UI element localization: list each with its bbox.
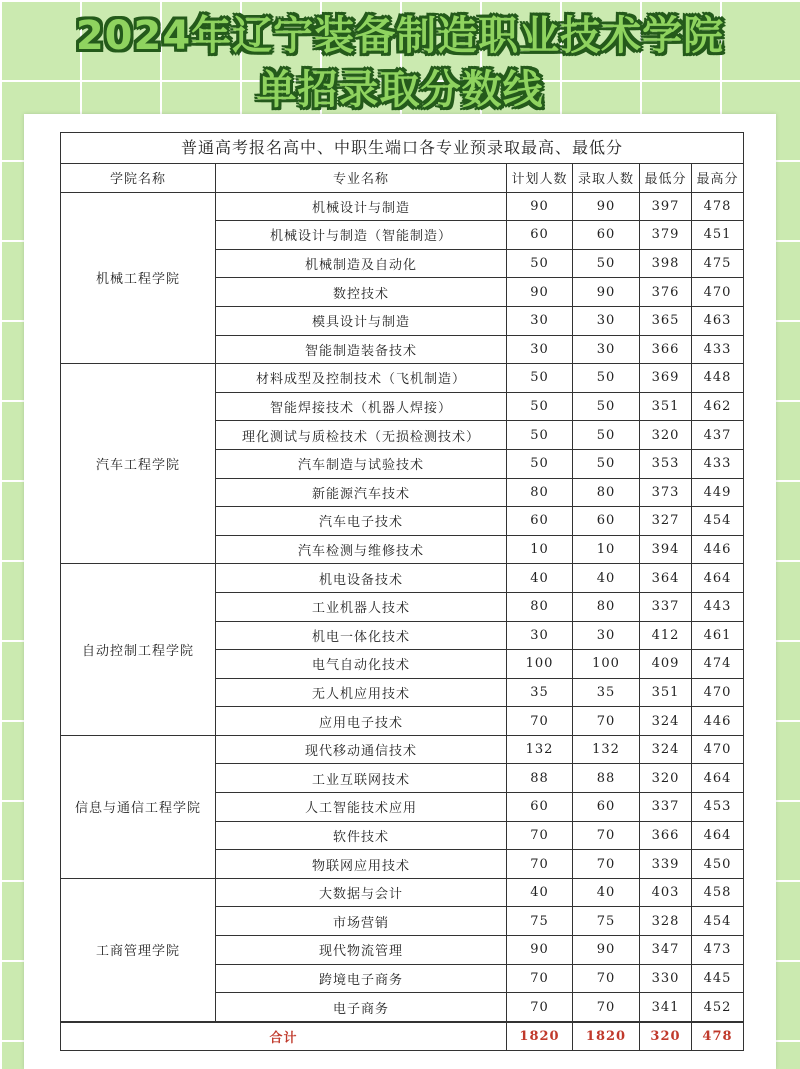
plan-cell: 88 (507, 764, 573, 793)
min-score-cell: 324 (640, 735, 692, 764)
plan-cell: 30 (507, 306, 573, 335)
major-cell: 电气自动化技术 (216, 650, 507, 679)
major-cell: 现代移动通信技术 (216, 735, 507, 764)
max-score-cell: 451 (692, 221, 744, 250)
plan-cell: 60 (507, 793, 573, 822)
max-score-cell: 443 (692, 592, 744, 621)
total-row (61, 1022, 744, 1051)
college-cell: 汽车工程学院 (61, 364, 216, 564)
major-cell: 机械设计与制造 (216, 192, 507, 221)
min-score-cell: 409 (640, 650, 692, 679)
college-cell: 机械工程学院 (61, 192, 216, 364)
max-score-cell: 464 (692, 821, 744, 850)
min-score-cell: 397 (640, 192, 692, 221)
max-score-cell: 448 (692, 364, 744, 393)
plan-cell: 40 (507, 878, 573, 907)
max-score-cell: 450 (692, 850, 744, 879)
max-score-cell: 433 (692, 449, 744, 478)
max-score-cell: 464 (692, 764, 744, 793)
admit-cell: 35 (573, 678, 640, 707)
plan-cell: 90 (507, 936, 573, 965)
plan-cell: 30 (507, 335, 573, 364)
table-row (61, 735, 744, 764)
min-score-cell: 339 (640, 850, 692, 879)
col-header-admit: 录取人数 (573, 164, 640, 193)
admit-cell: 132 (573, 735, 640, 764)
min-score-cell: 324 (640, 707, 692, 736)
table-row (61, 364, 744, 393)
col-header-college: 学院名称 (61, 164, 216, 193)
min-score-cell: 327 (640, 507, 692, 536)
plan-cell: 80 (507, 592, 573, 621)
major-cell: 汽车制造与试验技术 (216, 449, 507, 478)
max-score-cell: 452 (692, 993, 744, 1022)
min-score-cell: 379 (640, 221, 692, 250)
major-cell: 市场营销 (216, 907, 507, 936)
min-score-cell: 376 (640, 278, 692, 307)
major-cell: 工业机器人技术 (216, 592, 507, 621)
plan-cell: 100 (507, 650, 573, 679)
plan-cell: 90 (507, 278, 573, 307)
plan-cell: 70 (507, 707, 573, 736)
min-score-cell: 403 (640, 878, 692, 907)
admit-cell: 88 (573, 764, 640, 793)
title-line-1: 2024年辽宁装备制造职业技术学院 (75, 13, 725, 59)
admit-cell: 80 (573, 478, 640, 507)
total-plan: 1820 (507, 1022, 573, 1051)
table-row (61, 878, 744, 907)
admit-cell: 50 (573, 364, 640, 393)
college-cell: 工商管理学院 (61, 878, 216, 1021)
max-score-cell: 474 (692, 650, 744, 679)
max-score-cell: 454 (692, 507, 744, 536)
min-score-cell: 373 (640, 478, 692, 507)
admit-cell: 75 (573, 907, 640, 936)
major-cell: 数控技术 (216, 278, 507, 307)
plan-cell: 50 (507, 364, 573, 393)
min-score-cell: 337 (640, 793, 692, 822)
plan-cell: 10 (507, 535, 573, 564)
total-label: 合计 (61, 1022, 507, 1051)
plan-cell: 60 (507, 507, 573, 536)
max-score-cell: 464 (692, 564, 744, 593)
major-cell: 跨境电子商务 (216, 964, 507, 993)
major-cell: 软件技术 (216, 821, 507, 850)
plan-cell: 60 (507, 221, 573, 250)
min-score-cell: 353 (640, 449, 692, 478)
header-row (61, 164, 744, 193)
admit-cell: 30 (573, 306, 640, 335)
major-cell: 工业互联网技术 (216, 764, 507, 793)
plan-cell: 70 (507, 821, 573, 850)
col-header-min: 最低分 (640, 164, 692, 193)
admit-cell: 50 (573, 449, 640, 478)
plan-cell: 50 (507, 449, 573, 478)
max-score-cell: 433 (692, 335, 744, 364)
plan-cell: 80 (507, 478, 573, 507)
min-score-cell: 351 (640, 678, 692, 707)
admit-cell: 90 (573, 936, 640, 965)
admit-cell: 70 (573, 993, 640, 1022)
admit-cell: 50 (573, 392, 640, 421)
admit-cell: 70 (573, 850, 640, 879)
admit-cell: 80 (573, 592, 640, 621)
max-score-cell: 462 (692, 392, 744, 421)
admit-cell: 60 (573, 221, 640, 250)
major-cell: 机电一体化技术 (216, 621, 507, 650)
major-cell: 现代物流管理 (216, 936, 507, 965)
table-row (61, 564, 744, 593)
admit-cell: 70 (573, 707, 640, 736)
plan-cell: 30 (507, 621, 573, 650)
max-score-cell: 445 (692, 964, 744, 993)
admit-cell: 60 (573, 507, 640, 536)
max-score-cell: 446 (692, 707, 744, 736)
min-score-cell: 366 (640, 335, 692, 364)
plan-cell: 90 (507, 192, 573, 221)
max-score-cell: 470 (692, 735, 744, 764)
max-score-cell: 453 (692, 793, 744, 822)
min-score-cell: 369 (640, 364, 692, 393)
max-score-cell: 475 (692, 249, 744, 278)
admit-cell: 50 (573, 421, 640, 450)
max-score-cell: 458 (692, 878, 744, 907)
max-score-cell: 449 (692, 478, 744, 507)
max-score-cell: 478 (692, 192, 744, 221)
admit-cell: 90 (573, 278, 640, 307)
plan-cell: 35 (507, 678, 573, 707)
total-min: 320 (640, 1022, 692, 1051)
score-sheet (24, 114, 776, 1069)
major-cell: 汽车检测与维修技术 (216, 535, 507, 564)
major-cell: 新能源汽车技术 (216, 478, 507, 507)
major-cell: 汽车电子技术 (216, 507, 507, 536)
plan-cell: 50 (507, 421, 573, 450)
major-cell: 人工智能技术应用 (216, 793, 507, 822)
major-cell: 机械制造及自动化 (216, 249, 507, 278)
table-body (61, 192, 744, 1022)
max-score-cell: 470 (692, 678, 744, 707)
plan-cell: 132 (507, 735, 573, 764)
admit-cell: 10 (573, 535, 640, 564)
min-score-cell: 320 (640, 764, 692, 793)
min-score-cell: 347 (640, 936, 692, 965)
max-score-cell: 463 (692, 306, 744, 335)
college-cell: 信息与通信工程学院 (61, 735, 216, 878)
min-score-cell: 364 (640, 564, 692, 593)
admit-cell: 40 (573, 878, 640, 907)
admit-cell: 100 (573, 650, 640, 679)
min-score-cell: 366 (640, 821, 692, 850)
admit-cell: 90 (573, 192, 640, 221)
min-score-cell: 320 (640, 421, 692, 450)
admit-cell: 70 (573, 821, 640, 850)
major-cell: 智能焊接技术（机器人焊接） (216, 392, 507, 421)
max-score-cell: 461 (692, 621, 744, 650)
table-row (61, 192, 744, 221)
min-score-cell: 412 (640, 621, 692, 650)
plan-cell: 70 (507, 993, 573, 1022)
plan-cell: 40 (507, 564, 573, 593)
min-score-cell: 330 (640, 964, 692, 993)
max-score-cell: 454 (692, 907, 744, 936)
col-header-plan: 计划人数 (507, 164, 573, 193)
admit-cell: 30 (573, 335, 640, 364)
plan-cell: 70 (507, 964, 573, 993)
total-max: 478 (692, 1022, 744, 1051)
max-score-cell: 446 (692, 535, 744, 564)
min-score-cell: 398 (640, 249, 692, 278)
total-admit: 1820 (573, 1022, 640, 1051)
major-cell: 无人机应用技术 (216, 678, 507, 707)
admit-cell: 70 (573, 964, 640, 993)
major-cell: 物联网应用技术 (216, 850, 507, 879)
min-score-cell: 341 (640, 993, 692, 1022)
min-score-cell: 337 (640, 592, 692, 621)
major-cell: 电子商务 (216, 993, 507, 1022)
major-cell: 模具设计与制造 (216, 306, 507, 335)
college-cell: 自动控制工程学院 (61, 564, 216, 736)
col-header-major: 专业名称 (216, 164, 507, 193)
major-cell: 材料成型及控制技术（飞机制造） (216, 364, 507, 393)
major-cell: 应用电子技术 (216, 707, 507, 736)
plan-cell: 50 (507, 392, 573, 421)
max-score-cell: 470 (692, 278, 744, 307)
admit-cell: 60 (573, 793, 640, 822)
major-cell: 机械设计与制造（智能制造） (216, 221, 507, 250)
min-score-cell: 394 (640, 535, 692, 564)
min-score-cell: 328 (640, 907, 692, 936)
major-cell: 理化测试与质检技术（无损检测技术） (216, 421, 507, 450)
title-line-2: 单招录取分数线 (256, 67, 544, 113)
major-cell: 机电设备技术 (216, 564, 507, 593)
admit-cell: 50 (573, 249, 640, 278)
score-table (60, 132, 744, 1051)
max-score-cell: 473 (692, 936, 744, 965)
admit-cell: 30 (573, 621, 640, 650)
min-score-cell: 365 (640, 306, 692, 335)
table-caption: 普通高考报名高中、中职生端口各专业预录取最高、最低分 (60, 132, 744, 163)
major-cell: 智能制造装备技术 (216, 335, 507, 364)
col-header-max: 最高分 (692, 164, 744, 193)
max-score-cell: 437 (692, 421, 744, 450)
min-score-cell: 351 (640, 392, 692, 421)
plan-cell: 50 (507, 249, 573, 278)
major-cell: 大数据与会计 (216, 878, 507, 907)
admit-cell: 40 (573, 564, 640, 593)
plan-cell: 75 (507, 907, 573, 936)
plan-cell: 70 (507, 850, 573, 879)
